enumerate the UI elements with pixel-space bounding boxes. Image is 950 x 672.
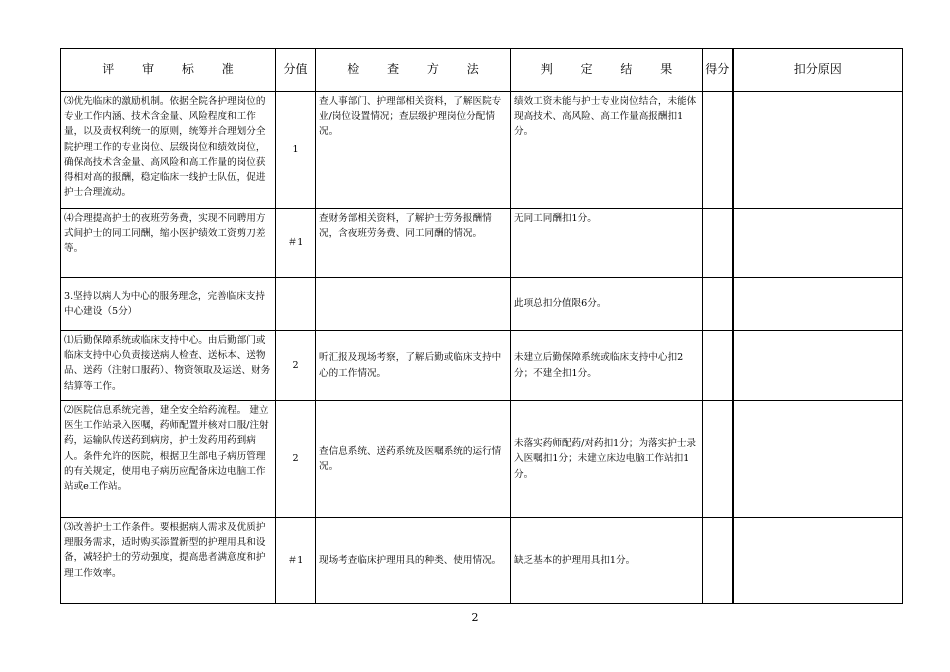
table-row: [61, 209, 903, 278]
points-cell: [703, 92, 733, 209]
reason-cell: [733, 331, 903, 401]
criteria-cell: 3.坚持以病人为中心的服务理念，完善临床支持中心建设（5分）: [61, 278, 276, 331]
result-cell: 缺乏基本的护理用具扣1分。: [511, 518, 703, 604]
header-score: 分值: [276, 49, 316, 92]
evaluation-table: [60, 48, 903, 604]
method-cell: 查人事部门、护理部相关资料，了解医院专业/岗位设置情况；查层级护理岗位分配情况。: [316, 92, 511, 209]
reason-cell: [733, 209, 903, 278]
header-criteria: 评 审 标 准: [61, 49, 276, 92]
header-method: 检 查 方 法: [316, 49, 511, 92]
reason-cell: [733, 92, 903, 209]
header-result: 判 定 结 果: [511, 49, 703, 92]
points-cell: [703, 401, 733, 518]
table-row: [61, 92, 903, 209]
criteria-cell: ⑶改善护士工作条件。要根据病人需求及优质护理服务需求，适时购买添置新型的护理用具和设备，减轻护士的劳动强度，提高患者满意度和护理工作效率。: [61, 518, 276, 604]
score-cell: 2: [276, 331, 316, 401]
criteria-cell: ⑶优先临床的激励机制。依据全院各护理岗位的专业工作内涵、技术含金量、风险程度和工作量，以及责权利统一的原则，统筹并合理划分全院护理工作的专业岗位、层级岗位和绩效岗位，确保高技术含金量、高风险和高工作量的岗位获得相对高的报酬，稳定临床一线护士队伍，促进护士合理流动。: [61, 92, 276, 209]
method-cell: 查信息系统、送药系统及医嘱系统的运行情况。: [316, 401, 511, 518]
score-cell: [276, 278, 316, 331]
score-cell: ＃1: [276, 518, 316, 604]
reason-cell: [733, 518, 903, 604]
points-cell: [703, 278, 733, 331]
method-cell: 听汇报及现场考察，了解后勤或临床支持中心的工作情况。: [316, 331, 511, 401]
score-cell: 2: [276, 401, 316, 518]
method-cell: 查财务部相关资料，了解护士劳务报酬情况，含夜班劳务费、同工同酬的情况。: [316, 209, 511, 278]
points-cell: [703, 331, 733, 401]
method-cell: [316, 278, 511, 331]
result-cell: 此项总扣分值限6分。: [511, 278, 703, 331]
result-cell: 未建立后勤保障系统或临床支持中心扣2分；不建全扣1分。: [511, 331, 703, 401]
table-header-row: [61, 49, 903, 92]
criteria-cell: ⑷合理提高护士的夜班劳务费，实现不同聘用方式间护士的同工同酬，缩小医护绩效工资剪刀差等。: [61, 209, 276, 278]
table-row: [61, 401, 903, 518]
score-cell: ＃1: [276, 209, 316, 278]
criteria-cell: ⑴后勤保障系统或临床支持中心。由后勤部门或临床支持中心负责接送病人检查、送标本、送物品、送药（注射口服药）、物资领取及运送、财务结算等工作。: [61, 331, 276, 401]
page-number: 2: [471, 611, 479, 624]
method-cell: 现场考查临床护理用具的种类、使用情况。: [316, 518, 511, 604]
header-reason: 扣分原因: [733, 49, 903, 92]
table-row: [61, 331, 903, 401]
criteria-cell: ⑵医院信息系统完善，建全安全给药流程。 建立医生工作站录入医嘱，药师配置并核对口服/注射药，运输队传送药到病房，护士发药用药到病人。条件允许的医院，根据卫生部电子病历管理的有关规定，使用电子病历应配备床边电脑工作站或e工作站。: [61, 401, 276, 518]
table-row: [61, 278, 903, 331]
reason-cell: [733, 278, 903, 331]
reason-cell: [733, 401, 903, 518]
result-cell: 绩效工资未能与护士专业岗位结合，未能体现高技术、高风险、高工作量高报酬扣1分。: [511, 92, 703, 209]
points-cell: [703, 209, 733, 278]
table-row: [61, 518, 903, 604]
header-points: 得分: [703, 49, 733, 92]
result-cell: 无同工同酬扣1分。: [511, 209, 703, 278]
score-cell: 1: [276, 92, 316, 209]
points-cell: [703, 518, 733, 604]
result-cell: 未落实药师配药/对药扣1分；为落实护士录入医嘱扣1分；未建立床边电脑工作站扣1分。: [511, 401, 703, 518]
